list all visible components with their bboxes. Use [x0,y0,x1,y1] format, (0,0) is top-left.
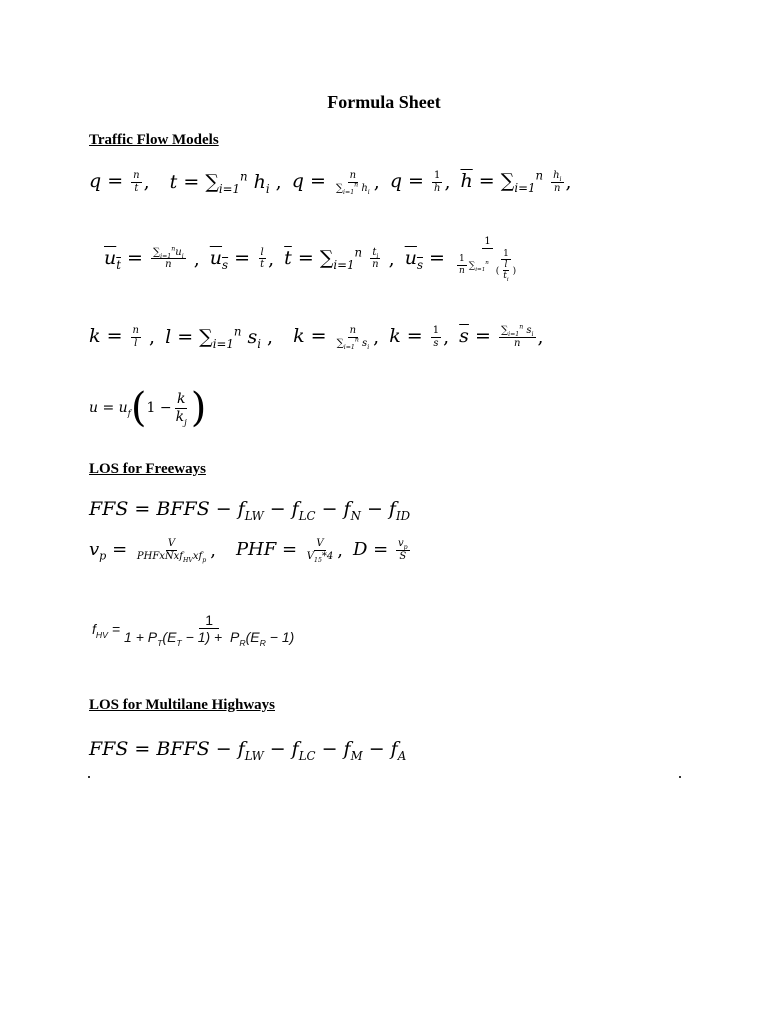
formula-us-harmonic: $u_s$ = 1 $\frac{1}{n}$ $\sum_{i=1}^n$ 1 ( $\frac{l}{t_i}$ ) [404,236,517,283]
formula-k-n-over-l: k = $\frac{n}{l}$ [89,325,139,349]
traffic-flow-row-3: k = $\frac{n}{l}$ , $l = \sum_{i=1}^n$ $s_i$ , k = $\frac{n}{\sum_{i=1}^n s_i}$ , k = $\frac{1}{s}$ , $\overline{s}$ = $\frac{\sum_{i=1}^n s_i}{n}$ , [89,323,544,351]
page-mark-left [88,776,90,778]
formula-ut-bar: $u_t$ = $\frac{\sum_{i=1}^nu_i}{n}$ [104,245,184,272]
formula-vp: $v_p$ = $\frac{V}{PHFxNxf_{HV}xf_p}$ [89,538,207,564]
freeway-flow-row: $v_p$ = $\frac{V}{PHFxNxf_{HV}xf_p}$ , PHF = $\frac{V}{V_{15}*4}$ , D = $\frac{v_p}{S}$ [89,538,412,562]
page-mark-right [679,776,681,778]
formula-q-n-over-t: q = $\frac{n}{t}$ [89,170,140,194]
traffic-flow-row-1: q = $\frac{n}{t}$ , $t = \sum_{i=1}^n$ $h_i$ , q = $\frac{n}{\sum_{i=1}^n h_i}$ , q = $\frac{1}{h}$ , $\overline{h} = \sum_{i=1}^n$ $\frac{h_i}{n}$ , [89,168,572,196]
section-heading-los-multilane-highways: LOS for Multilane Highways [89,697,275,713]
formula-l-sum-s: $l = \sum_{i=1}^n$ $s_i$ [165,324,261,351]
formula-q-one-over-hbar: q = $\frac{1}{h}$ [389,170,441,194]
formula-t-sum-h: $t = \sum_{i=1}^n$ $h_i$ [169,169,270,196]
formula-k-n-over-sum-s: k = $\frac{n}{\sum_{i=1}^n s_i}$ [293,325,370,351]
formula-fhv: $f_{HV}$ = $\frac{1}{1 + P_T(E_T - 1) + P_R(E_R - 1)}$ [92,612,295,648]
formula-tbar: $\overline{t} = \sum_{i=1}^n$ $\frac{t_i}{n}$ [284,245,379,272]
formula-sbar: $\overline{s}$ = $\frac{\sum_{i=1}^n s_i}{n}$ [459,323,534,349]
formula-ffs-freeway: FFS = BFFS − $f_{LW} - f_{LC} - f_N - f_{ID}$ [89,498,411,523]
formula-q-n-over-sum-h: q = $\frac{n}{\sum_{i=1}^n h_i}$ [291,170,370,196]
formula-k-one-over-sbar: k = $\frac{1}{s}$ [389,325,440,349]
section-heading-traffic-flow-models: Traffic Flow Models [89,132,219,148]
formula-hbar: $\overline{h} = \sum_{i=1}^n$ $\frac{h_i}{n}$ [460,168,562,195]
formula-density: D = $\frac{v_p}{S}$ [353,538,408,562]
page-title: Formula Sheet [327,92,441,112]
formula-phf: PHF = $\frac{V}{V_{15}*4}$ [235,538,334,564]
section-heading-los-freeways: LOS for Freeways [89,461,206,477]
formula-greenshields: $u = u_f$ ( 1 − $\frac{k}{k_j}$ ) [89,385,207,431]
traffic-flow-row-2: $u_t$ = $\frac{\sum_{i=1}^nu_i}{n}$ , $u_s$ = $\frac{l}{t}$ , $\overline{t} = \sum_{i=1}^n$ $\frac{t_i}{n}$ , $u_s$ = 1 $\frac{1}{n}$ $\sum_{i=1}^n$ 1 ( $\frac{l}{t_i}$ ) [104,236,524,282]
formula-us-l-over-tbar: $u_s$ = $\frac{l}{t}$ [209,246,265,272]
formula-ffs-multilane: FFS = BFFS − $f_{LW} - f_{LC} - f_M - f_A$ [89,738,407,763]
